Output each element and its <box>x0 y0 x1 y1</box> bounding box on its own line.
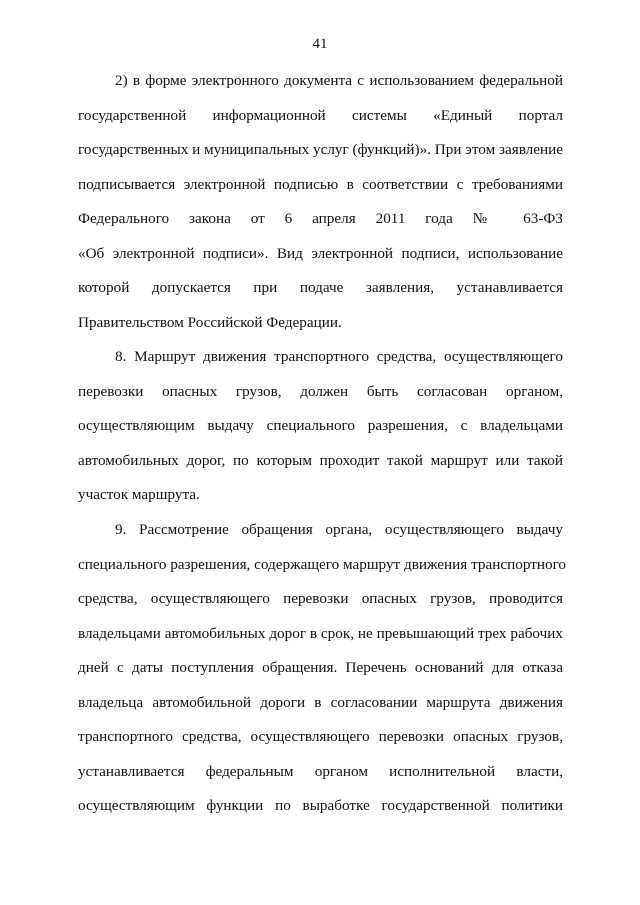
text-line: перевозки опасных грузов, должен быть согласован органом, <box>78 382 563 400</box>
text-line: осуществляющим функции по выработке государственной политики <box>78 797 563 814</box>
text-line: 9. Рассмотрение обращения органа, осуществляющего выдачу <box>115 521 563 538</box>
page-number: 41 <box>312 36 328 52</box>
text-line: автомобильных дорог, по которым проходит такой маршрут или такой <box>78 451 563 469</box>
text-line: Федерального закона от 6 апреля 2011 года № 63-ФЗ <box>78 210 563 227</box>
text-line: средства, осуществляющего перевозки опасных грузов, проводится <box>78 590 563 607</box>
paragraph-item-2 <box>78 64 563 340</box>
text-line: участок маршрута. <box>78 486 200 503</box>
text-line: осуществляющим выдачу специального разрешения, с владельцами <box>78 417 563 434</box>
text-line: дней с даты поступления обращения. Перечень оснований для отказа <box>78 659 563 676</box>
paragraph-8 <box>78 340 563 513</box>
text-line: 2) в форме электронного документа с использованием федеральной <box>115 72 563 89</box>
text-line: специального разрешения, содержащего маршрут движения транспортного <box>78 555 567 573</box>
text-line: которой допускается при подаче заявления, устанавливается <box>78 279 563 296</box>
text-line: подписывается электронной подписью в соответствии с требованиями <box>78 175 563 193</box>
text-line: устанавливается федеральным органом исполнительной власти, <box>78 762 563 780</box>
text-line: Правительством Российской Федерации. <box>78 313 342 331</box>
text-line: владельцами автомобильных дорог в срок, не превышающий трех рабочих <box>78 624 563 642</box>
text-line: государственной информационной системы «Единый портал <box>78 106 563 124</box>
text-line: транспортного средства, осуществляющего перевозки опасных грузов, <box>78 728 563 745</box>
paragraph-9 <box>78 513 567 824</box>
text-line: государственных и муниципальных услуг (функций)». При этом заявление <box>78 141 563 158</box>
text-line: 8. Маршрут движения транспортного средства, осуществляющего <box>115 348 563 365</box>
text-line: «Об электронной подписи». Вид электронной подписи, использование <box>78 244 563 262</box>
text-line: владельца автомобильной дороги в согласовании маршрута движения <box>78 693 563 711</box>
